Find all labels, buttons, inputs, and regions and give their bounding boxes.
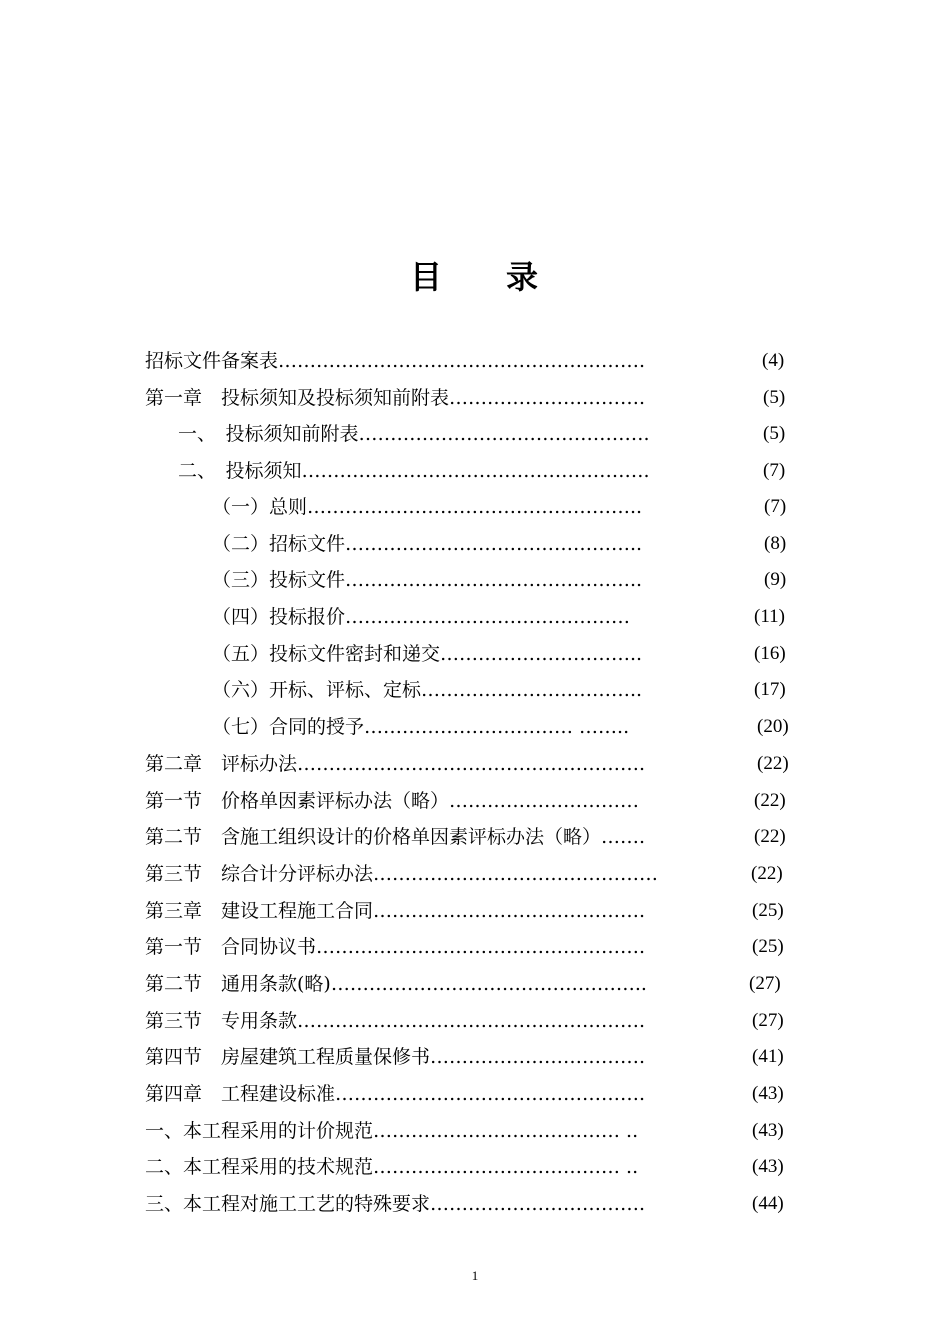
- toc-entry-page: (7): [763, 460, 786, 481]
- toc-entry-page: (27): [749, 973, 781, 994]
- toc-entry-page: (43): [752, 1156, 784, 1177]
- toc-entry-text: 二、 投标须知……………………………………………….: [178, 460, 650, 482]
- toc-entry-text: （二）招标文件………………………………………..: [212, 533, 643, 555]
- toc-entry-text: 第二节 含施工组织设计的价格单因素评标办法（略）…….: [145, 826, 646, 848]
- toc-entry[interactable]: [145, 1186, 800, 1222]
- toc-entry[interactable]: [145, 1149, 800, 1185]
- toc-entry-text: 第一节 价格单因素评标办法（略）…………………………: [145, 790, 640, 812]
- toc-entry-page: (22): [751, 863, 783, 884]
- toc-entry-page: (20): [757, 716, 789, 737]
- toc-entry-page: (41): [752, 1046, 784, 1067]
- toc-entry[interactable]: [178, 453, 798, 489]
- toc-entry[interactable]: [212, 636, 797, 672]
- toc-entry[interactable]: [178, 416, 798, 452]
- toc-entry-text: 第二节 通用条款(略)…………………………………………..: [145, 973, 647, 995]
- toc-entry-text: 一、本工程采用的计价规范………………………………… ..: [145, 1120, 639, 1142]
- toc-entry-text: 二、本工程采用的技术规范………………………………… ..: [145, 1156, 639, 1178]
- toc-entry-text: 第一章 投标须知及投标须知前附表………………………….: [145, 387, 646, 409]
- toc-entry-page: (4): [762, 350, 785, 371]
- toc-entry[interactable]: [145, 1113, 800, 1149]
- toc-entry-page: (22): [754, 826, 786, 847]
- toc-entry-page: (5): [763, 387, 786, 408]
- toc-title-char-2: 录: [506, 258, 541, 296]
- toc-entry-text: 第三节 专用条款……………………………………………….: [145, 1010, 646, 1032]
- toc-entry-page: (22): [754, 790, 786, 811]
- toc-entry[interactable]: [212, 599, 797, 635]
- toc-entry-text: （五）投标文件密封和递交…………………………..: [212, 643, 643, 665]
- toc-entry-text: （六）开标、评标、定标……………………………..: [212, 679, 643, 701]
- toc-entry[interactable]: [212, 672, 797, 708]
- toc-entry-page: (43): [752, 1120, 784, 1141]
- toc-entry-text: （四）投标报价………………………………………: [212, 606, 631, 628]
- toc-entry[interactable]: [145, 966, 800, 1002]
- toc-entry[interactable]: [145, 856, 800, 892]
- toc-entry-text: 一、 投标须知前附表……………………………………….: [178, 423, 650, 445]
- toc-title: [0, 252, 950, 298]
- toc-entry-text: 招标文件备案表………………………………………………….: [145, 350, 646, 372]
- toc-entry-page: (7): [764, 496, 787, 517]
- toc-entry[interactable]: [145, 819, 800, 855]
- toc-entry-text: 第二章 评标办法……………………………………………….: [145, 753, 646, 775]
- toc-entry-page: (25): [752, 900, 784, 921]
- toc-entry-text: 三、本工程对施工工艺的特殊要求…………………………….: [145, 1193, 646, 1215]
- toc-entry-text: 第四章 工程建设标准………………………………………….: [145, 1083, 646, 1105]
- toc-entry[interactable]: [212, 489, 797, 525]
- toc-entry-page: (22): [757, 753, 789, 774]
- toc-entry[interactable]: [145, 783, 800, 819]
- toc-entry-page: (5): [763, 423, 786, 444]
- toc-entry[interactable]: [145, 380, 795, 416]
- toc-entry-page: (44): [752, 1193, 784, 1214]
- toc-entry-text: （三）投标文件………………………………………..: [212, 569, 643, 591]
- toc-entry-page: (17): [754, 679, 786, 700]
- toc-entry-text: （一）总则……………………………………………..: [212, 496, 643, 518]
- page-number: 1: [471, 1268, 479, 1283]
- toc-entry[interactable]: [212, 562, 797, 598]
- toc-entry-text: 第三章 建设工程施工合同…………………………………….: [145, 900, 646, 922]
- toc-entry[interactable]: [145, 1039, 800, 1075]
- toc-entry[interactable]: [145, 893, 800, 929]
- toc-title-char-1: 目: [409, 258, 444, 296]
- toc-entry[interactable]: [212, 709, 802, 745]
- toc-entry[interactable]: [212, 526, 797, 562]
- toc-entry-text: （七）合同的授予…………………………… ……..: [212, 716, 630, 738]
- toc-entry-page: (9): [764, 569, 787, 590]
- toc-entry-page: (25): [752, 936, 784, 957]
- toc-entry-page: (11): [754, 606, 785, 627]
- toc-entry[interactable]: [145, 929, 800, 965]
- toc-entry-text: 第一节 合同协议书…………………………………………….: [145, 936, 646, 958]
- toc-entry-page: (8): [764, 533, 787, 554]
- toc-entry-page: (16): [754, 643, 786, 664]
- toc-entry-text: 第三节 综合计分评标办法………………………………………: [145, 863, 659, 885]
- toc-entry[interactable]: [145, 1076, 800, 1112]
- toc-entry[interactable]: [145, 746, 800, 782]
- toc-entry[interactable]: [145, 1003, 800, 1039]
- toc-entry[interactable]: [145, 343, 795, 379]
- toc-entry-text: 第四节 房屋建筑工程质量保修书…………………………….: [145, 1046, 646, 1068]
- toc-entry-page: (27): [752, 1010, 784, 1031]
- toc-entry-page: (43): [752, 1083, 784, 1104]
